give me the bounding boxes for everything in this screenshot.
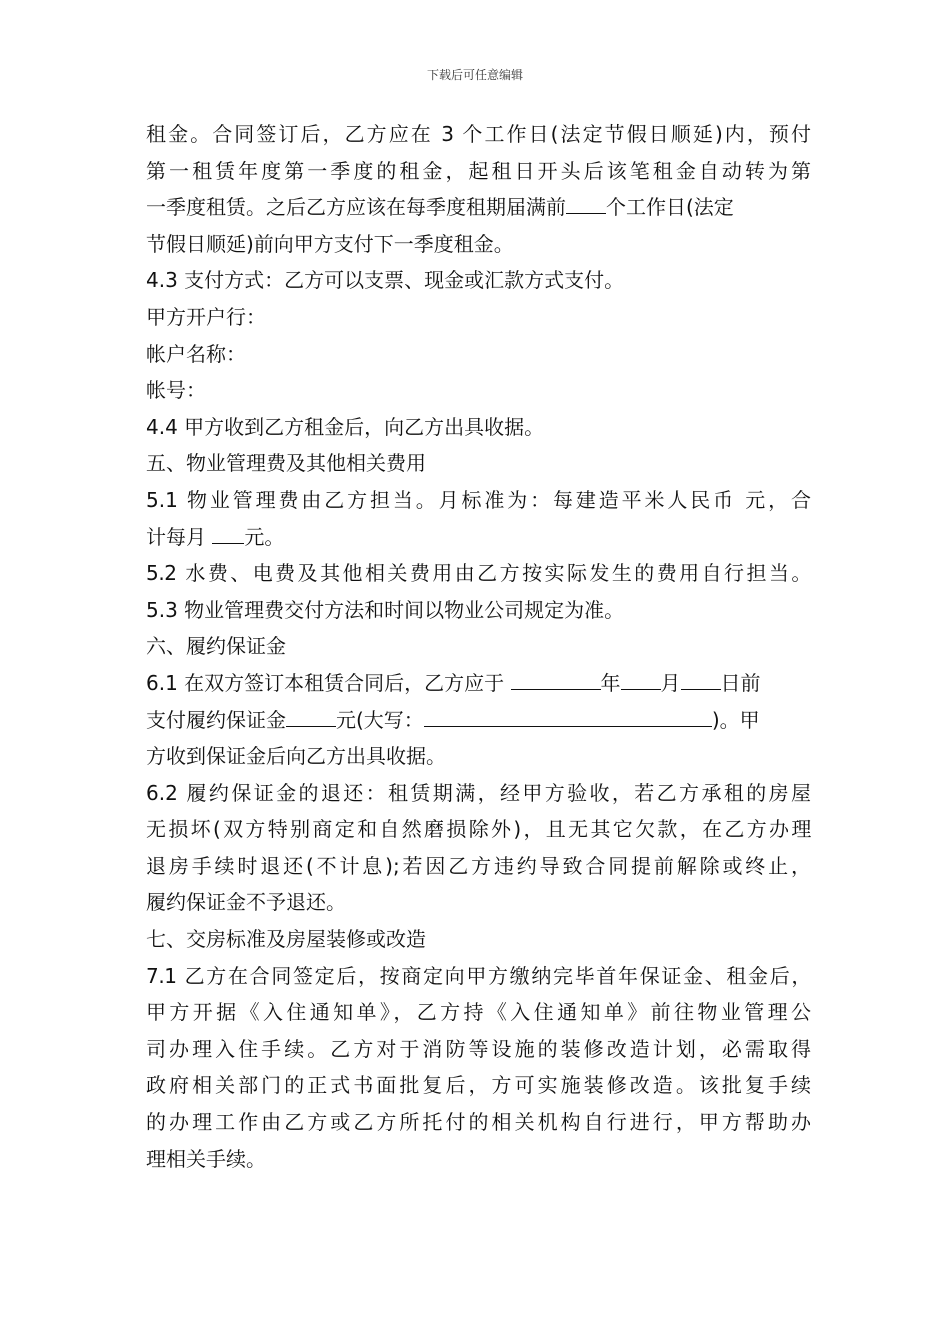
fill-blank: [566, 194, 606, 214]
text-segment: 6.1 在双方签订本租赁合同后，乙方应于: [146, 670, 511, 695]
text-segment: 元。: [244, 524, 285, 549]
text-segment: 月: [660, 670, 681, 695]
text-line: [146, 189, 811, 226]
text-line: 甲方开户行：: [146, 304, 266, 329]
text-line: [146, 519, 811, 556]
text-line: 帐户名称：: [146, 341, 246, 366]
text-line: 政府相关部门的正式书面批复后，方可实施装修改造。该批复手续: [146, 1073, 811, 1098]
text-line: [146, 665, 811, 702]
text-segment: 支付履约保证金: [146, 707, 286, 732]
text-segment: 个工作日(法定: [606, 195, 734, 220]
section-heading: 六、履约保证金: [146, 634, 286, 659]
text-line: 4.3 支付方式：乙方可以支票、现金或汇款方式支付。: [146, 268, 625, 293]
fill-blank: [424, 707, 712, 727]
text-line: 4.4 甲方收到乙方租金后，向乙方出具收据。: [146, 414, 545, 439]
text-line: 方收到保证金后向乙方出具收据。: [146, 744, 446, 769]
text-segment: 年: [600, 670, 621, 695]
text-segment: 计每月: [146, 524, 213, 549]
fill-blank: [681, 670, 721, 690]
text-segment: 元(大写：: [336, 707, 424, 732]
document-body: [146, 116, 811, 1177]
text-line: 租金。合同签订后，乙方应在 3 个工作日(法定节假日顺延)内，预付: [146, 122, 811, 146]
text-line: 5.3 物业管理费交付方法和时间以物业公司规定为准。: [146, 597, 625, 622]
text-line: 7.1 乙方在合同签定后，按商定向甲方缴纳完毕首年保证金、租金后，: [146, 963, 811, 988]
text-line: 5.1 物业管理费由乙方担当。月标准为：每建造平米人民币 元，合: [146, 487, 811, 512]
fill-blank: [212, 524, 244, 544]
fill-blank: [511, 670, 601, 690]
section-heading: 五、物业管理费及其他相关费用: [146, 451, 426, 476]
fill-blank: [621, 670, 661, 690]
text-segment: 一季度租赁。之后乙方应该在每季度租期届满前: [146, 195, 566, 220]
text-line: 甲方开据《入住通知单》，乙方持《入住通知单》前往物业管理公: [146, 1000, 811, 1025]
text-line: 理相关手续。: [146, 1146, 266, 1171]
text-line: 5.2 水费、电费及其他相关费用由乙方按实际发生的费用自行担当。: [146, 561, 811, 586]
text-line: 退房手续时退还(不计息);若因乙方违约导致合同提前解除或终止，: [146, 853, 811, 878]
page-header-note: 下载后可任意编辑: [426, 68, 523, 82]
fill-blank: [286, 707, 336, 727]
text-segment: 日前: [720, 670, 761, 695]
text-line: 节假日顺延)前向甲方支付下一季度租金。: [146, 231, 514, 256]
text-line: 6.2 履约保证金的退还：租赁期满，经甲方验收，若乙方承租的房屋: [146, 780, 811, 805]
text-line: 履约保证金不予退还。: [146, 890, 346, 915]
text-line: 的办理工作由乙方或乙方所托付的相关机构自行进行，甲方帮助办: [146, 1110, 811, 1135]
section-heading: 七、交房标准及房屋装修或改造: [146, 927, 426, 952]
text-line: 第一租赁年度第一季度的租金，起租日开头后该笔租金自动转为第: [146, 158, 811, 183]
text-line: [146, 702, 811, 739]
text-line: 司办理入住手续。乙方对于消防等设施的装修改造计划，必需取得: [146, 1036, 811, 1061]
text-line: 无损坏(双方特别商定和自然磨损除外)，且无其它欠款，在乙方办理: [146, 817, 811, 842]
text-line: 帐号：: [146, 378, 206, 403]
text-segment: )。甲: [711, 707, 760, 732]
